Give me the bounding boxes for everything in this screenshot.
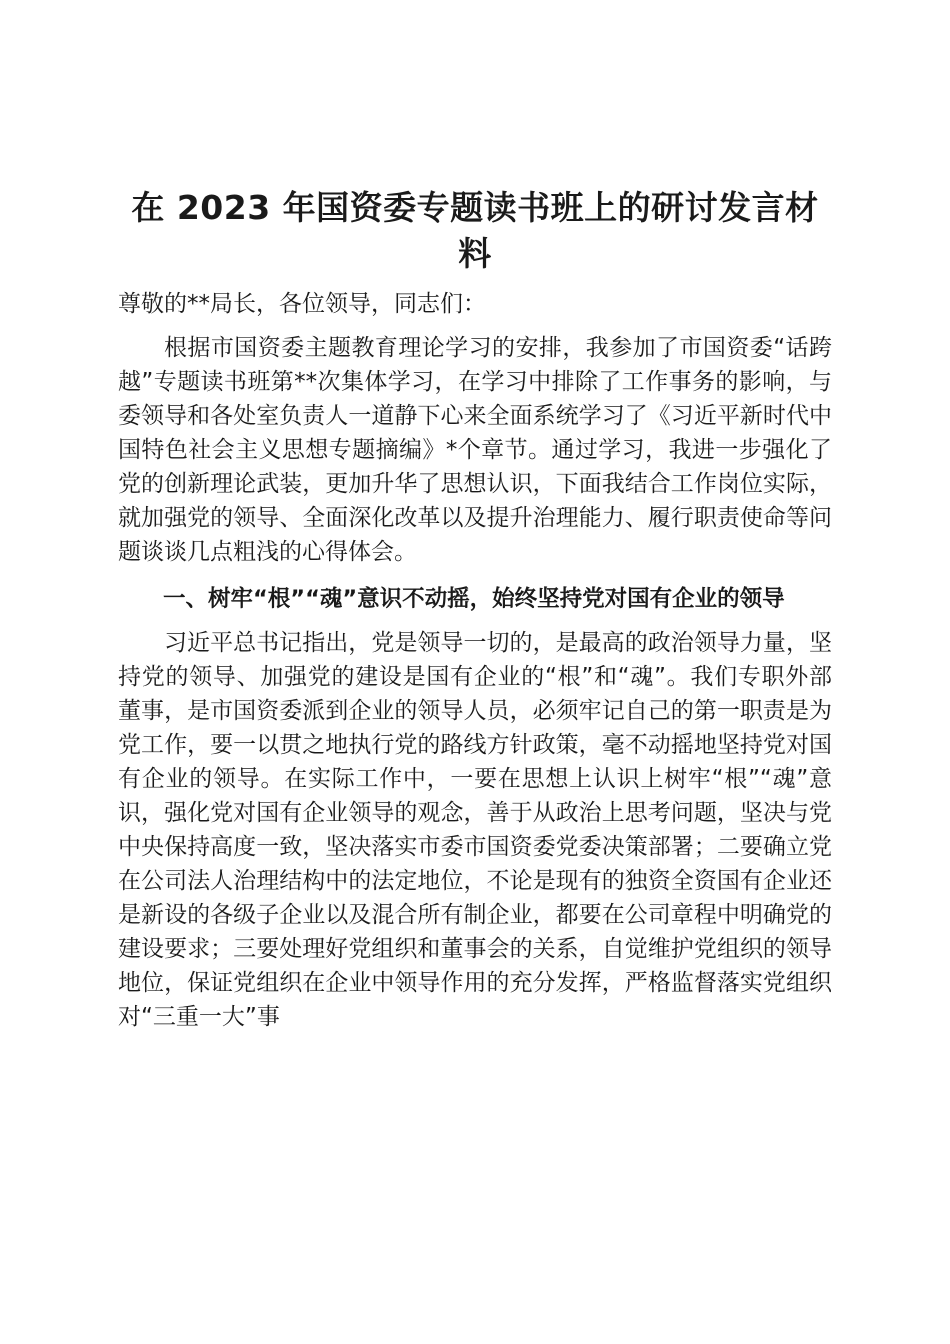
salutation: 尊敬的**局长，各位领导，同志们： (118, 291, 486, 317)
document-title: 在 2023 年国资委专题读书班上的研讨发言材料 (131, 188, 819, 273)
paragraph-intro: 根据市国资委主题教育理论学习的安排，我参加了市国资委“话跨越”专题读书班第**次集体学习，在学习中排除了工作事务的影响，与委领导和各处室负责人一道静下心来全面系统学习了《习近平新时代中国特色社会主义思想专题摘编》*个章节。通过学习，我进一步强化了党的创新理论武装，更加升华了思想认识，下面我结合工作岗位实际，就加强党的领导、全面深化改革以及提升治理能力、履行职责使命等问题谈谈几点粗浅的心得体会。 (118, 335, 832, 565)
section-heading-1: 一、树牢“根”“魂”意识不动摇，始终坚持党对国有企业的领导 (163, 586, 785, 612)
document-page (118, 185, 832, 1034)
paragraph-section-1: 习近平总书记指出，党是领导一切的，是最高的政治领导力量，坚持党的领导、加强党的建设是国有企业的“根”和“魂”。我们专职外部董事，是市国资委派到企业的领导人员，必须牢记自己的第一职责是为党工作，要一以贯之地执行党的路线方针政策，毫不动摇地坚持党对国有企业的领导。在实际工作中，一要在思想上认识上树牢“根”“魂”意识，强化党对国有企业领导的观念，善于从政治上思考问题，坚决与党中央保持高度一致，坚决落实市委市国资委党委决策部署；二要确立党在公司法人治理结构中的法定地位，不论是现有的独资全资国有企业还是新设的各级子企业以及混合所有制企业，都要在公司章程中明确党的建设要求；三要处理好党组织和董事会的关系，自觉维护党组织的领导地位，保证党组织在企业中领导作用的充分发挥，严格监督落实党组织对“三重一大”事 (118, 630, 832, 1030)
